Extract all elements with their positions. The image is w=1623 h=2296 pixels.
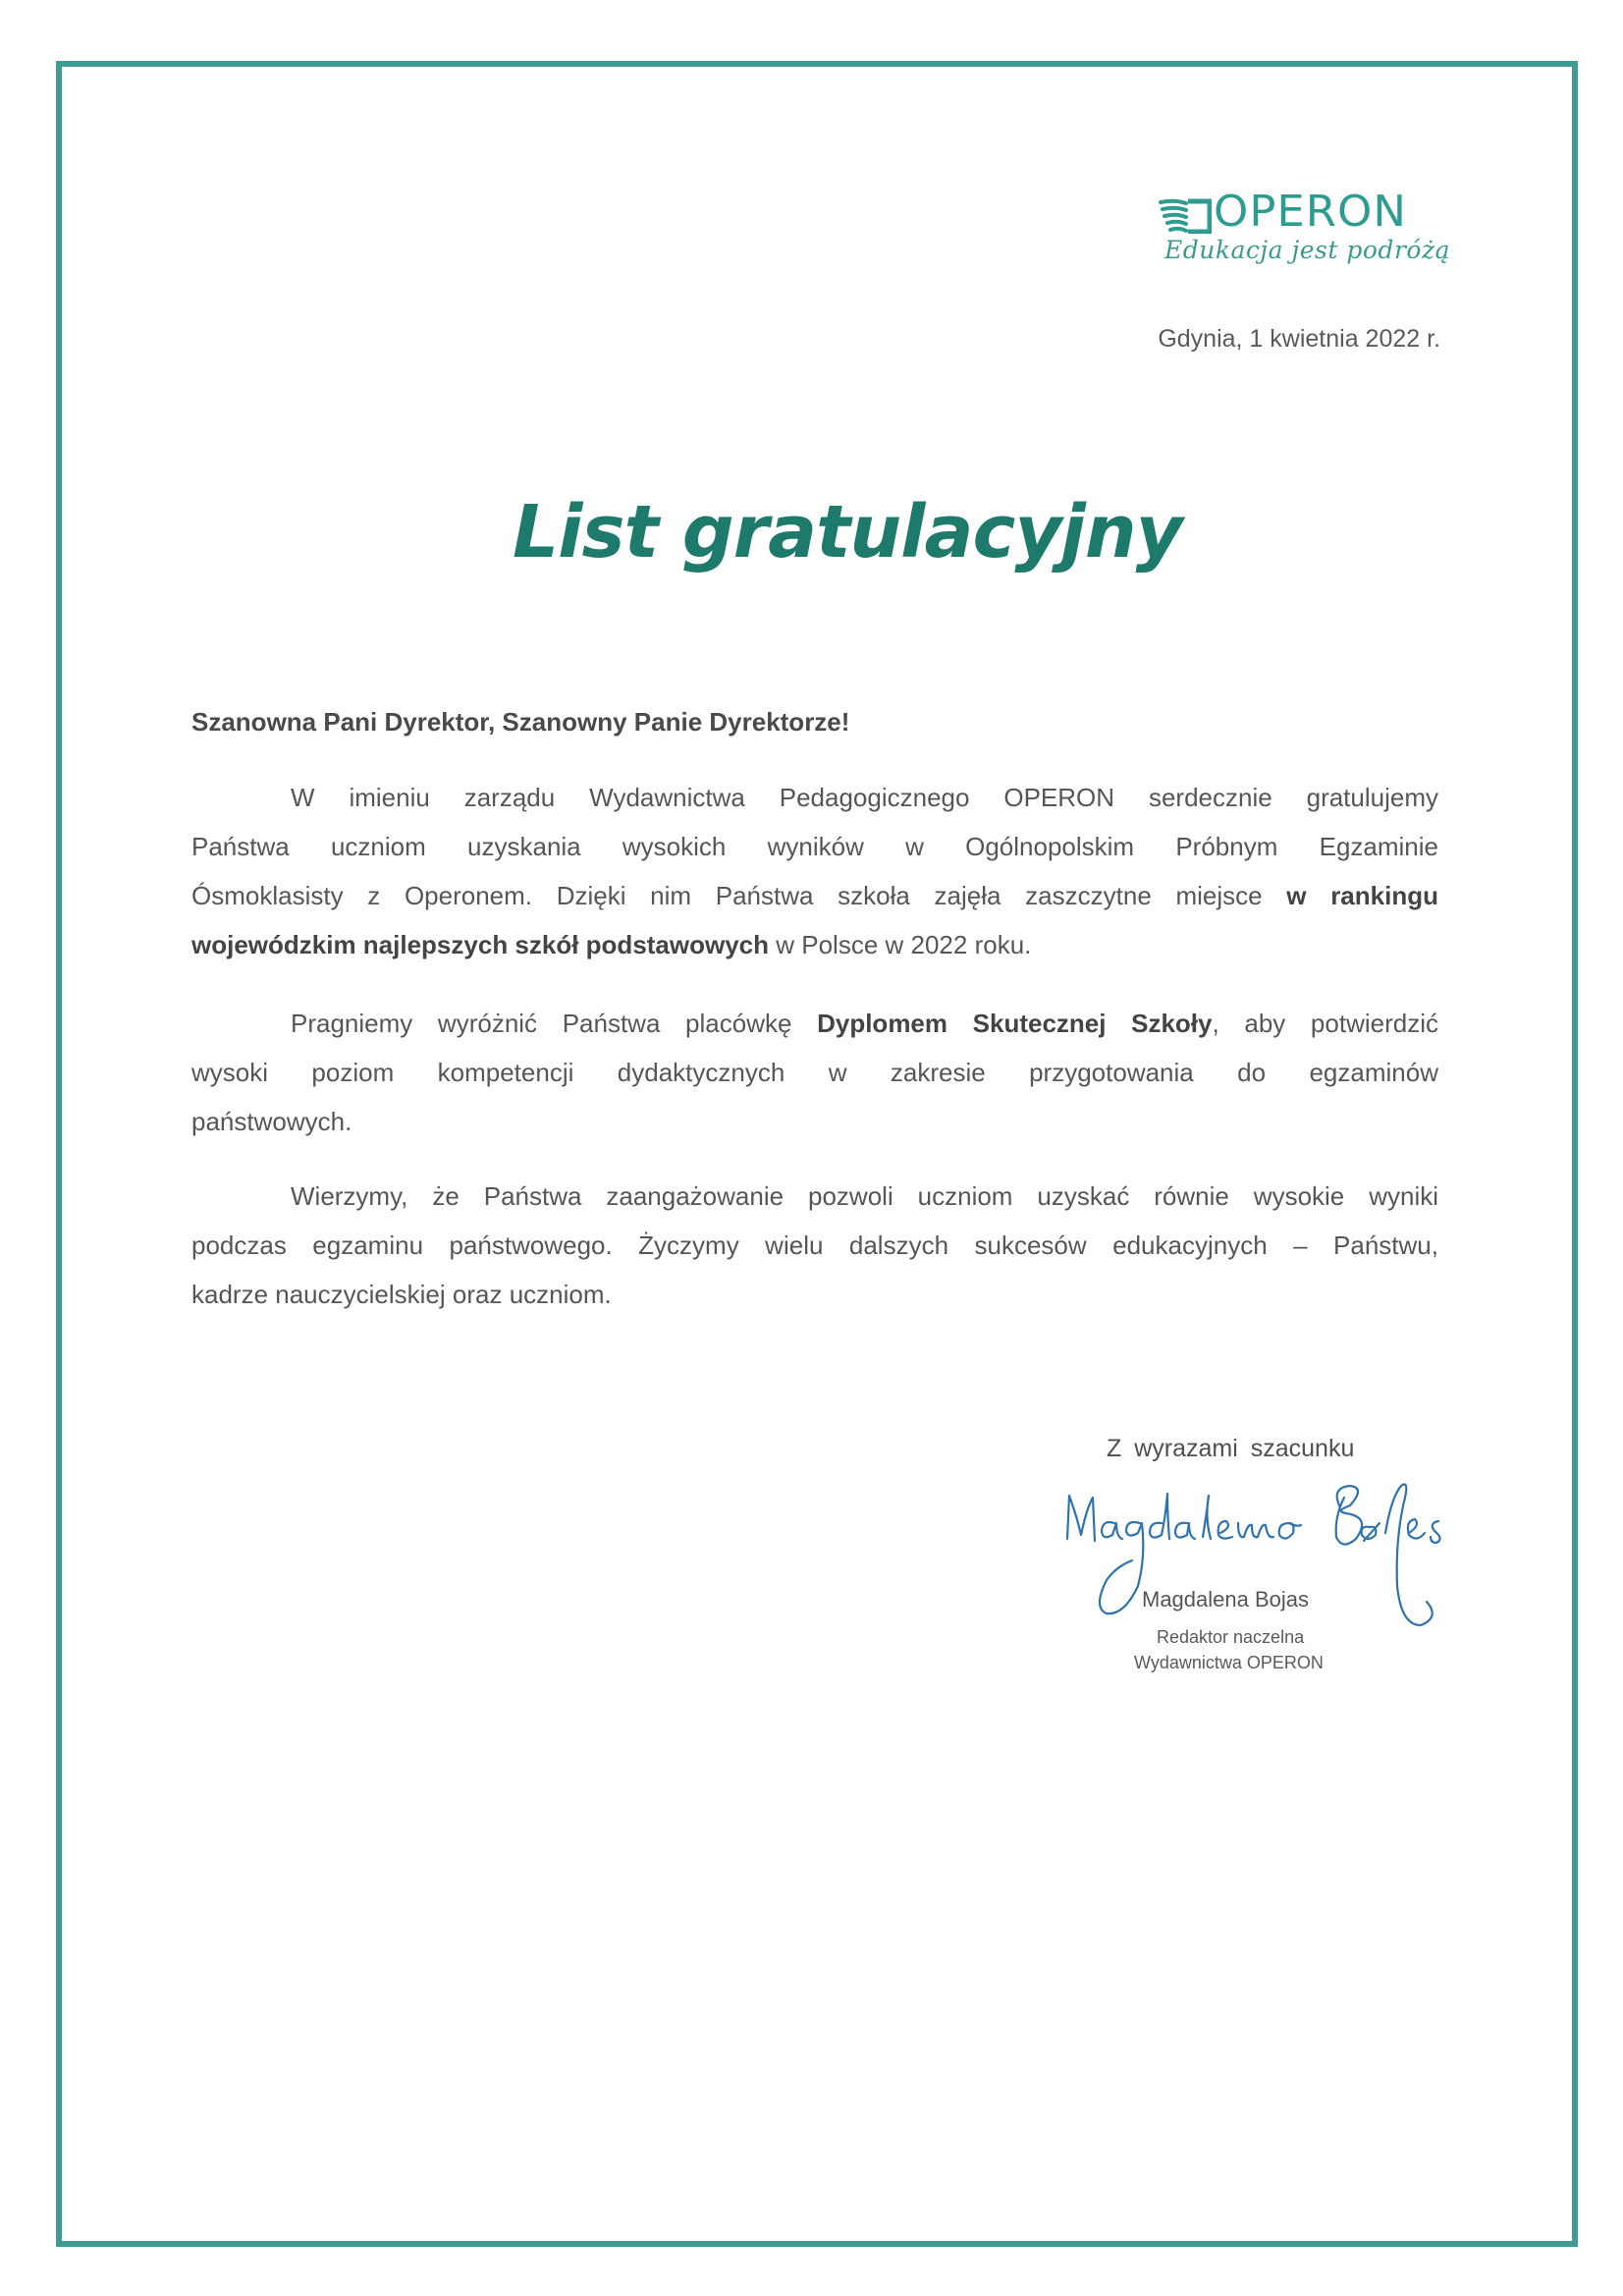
paragraph-line	[191, 999, 1438, 1048]
operon-logo	[1159, 187, 1451, 271]
logo-tagline: Edukacja jest podróżą	[1164, 236, 1451, 264]
paragraph-line	[191, 871, 1438, 920]
text-segment: wysoki poziom kompetencji dydaktycznych w zakresie przygotowania do egzaminów	[191, 1058, 1438, 1087]
paragraph-line	[191, 1097, 1438, 1146]
bold-segment: Dyplomem Skutecznej Szkoły	[817, 1009, 1213, 1038]
text-segment: Ósmoklasisty z Operonem. Dzięki nim Państwa szkoła zajęła zaszczytne miejsce	[191, 881, 1287, 910]
signer-organization: Wydawnictwa OPERON	[1134, 1653, 1324, 1672]
paragraph-line	[191, 1270, 1438, 1319]
paragraph-line	[191, 822, 1438, 871]
letter-date: Gdynia, 1 kwietnia 2022 r.	[1158, 325, 1440, 353]
paragraph-line	[191, 1048, 1438, 1097]
text-segment: W imieniu zarządu Wydawnictwa Pedagogicznego OPERON serdecznie gratulujemy	[291, 783, 1438, 812]
page-border	[56, 61, 1578, 2247]
signer-role: Redaktor naczelna	[1157, 1627, 1305, 1647]
bold-segment: w rankingu	[1286, 881, 1438, 910]
paragraph-line	[191, 1172, 1438, 1221]
paragraph-1	[191, 773, 1438, 969]
paragraph-3	[191, 1172, 1438, 1319]
text-segment: , aby potwierdzić	[1212, 1009, 1438, 1038]
paragraph-line	[191, 920, 1438, 969]
signer-name: Magdalena Bojas	[1142, 1587, 1310, 1612]
logo-wordmark: OPERON	[1214, 187, 1407, 237]
text-segment: podczas egzaminu państwowego. Życzymy wielu dalszych sukcesów edukacyjnych – Państwu,	[191, 1230, 1438, 1260]
bold-segment: wojewódzkim najlepszych szkół podstawowych	[191, 930, 770, 959]
text-segment: kadrze nauczycielskiej oraz uczniom.	[191, 1280, 612, 1309]
text-segment: Wierzymy, że Państwa zaangażowanie pozwoli uczniom uzyskać równie wysokie wyniki	[291, 1181, 1438, 1211]
open-book-icon	[1159, 198, 1212, 234]
paragraph-line	[191, 1221, 1438, 1270]
closing-salutation: Z wyrazami szacunku	[1107, 1435, 1355, 1462]
text-segment: w Polsce w 2022 roku.	[769, 930, 1032, 959]
document-title: List gratulacyjny	[513, 490, 1182, 574]
text-segment: Pragniemy wyróżnić Państwa placówkę	[291, 1009, 818, 1038]
text-segment: Państwa uczniom uzyskania wysokich wyników w Ogólnopolskim Próbnym Egzaminie	[191, 832, 1438, 861]
paragraph-2	[191, 999, 1438, 1146]
paragraph-line	[191, 773, 1438, 822]
greeting: Szanowna Pani Dyrektor, Szanowny Panie Dyrektorze!	[191, 707, 850, 737]
text-segment: państwowych.	[191, 1107, 352, 1136]
